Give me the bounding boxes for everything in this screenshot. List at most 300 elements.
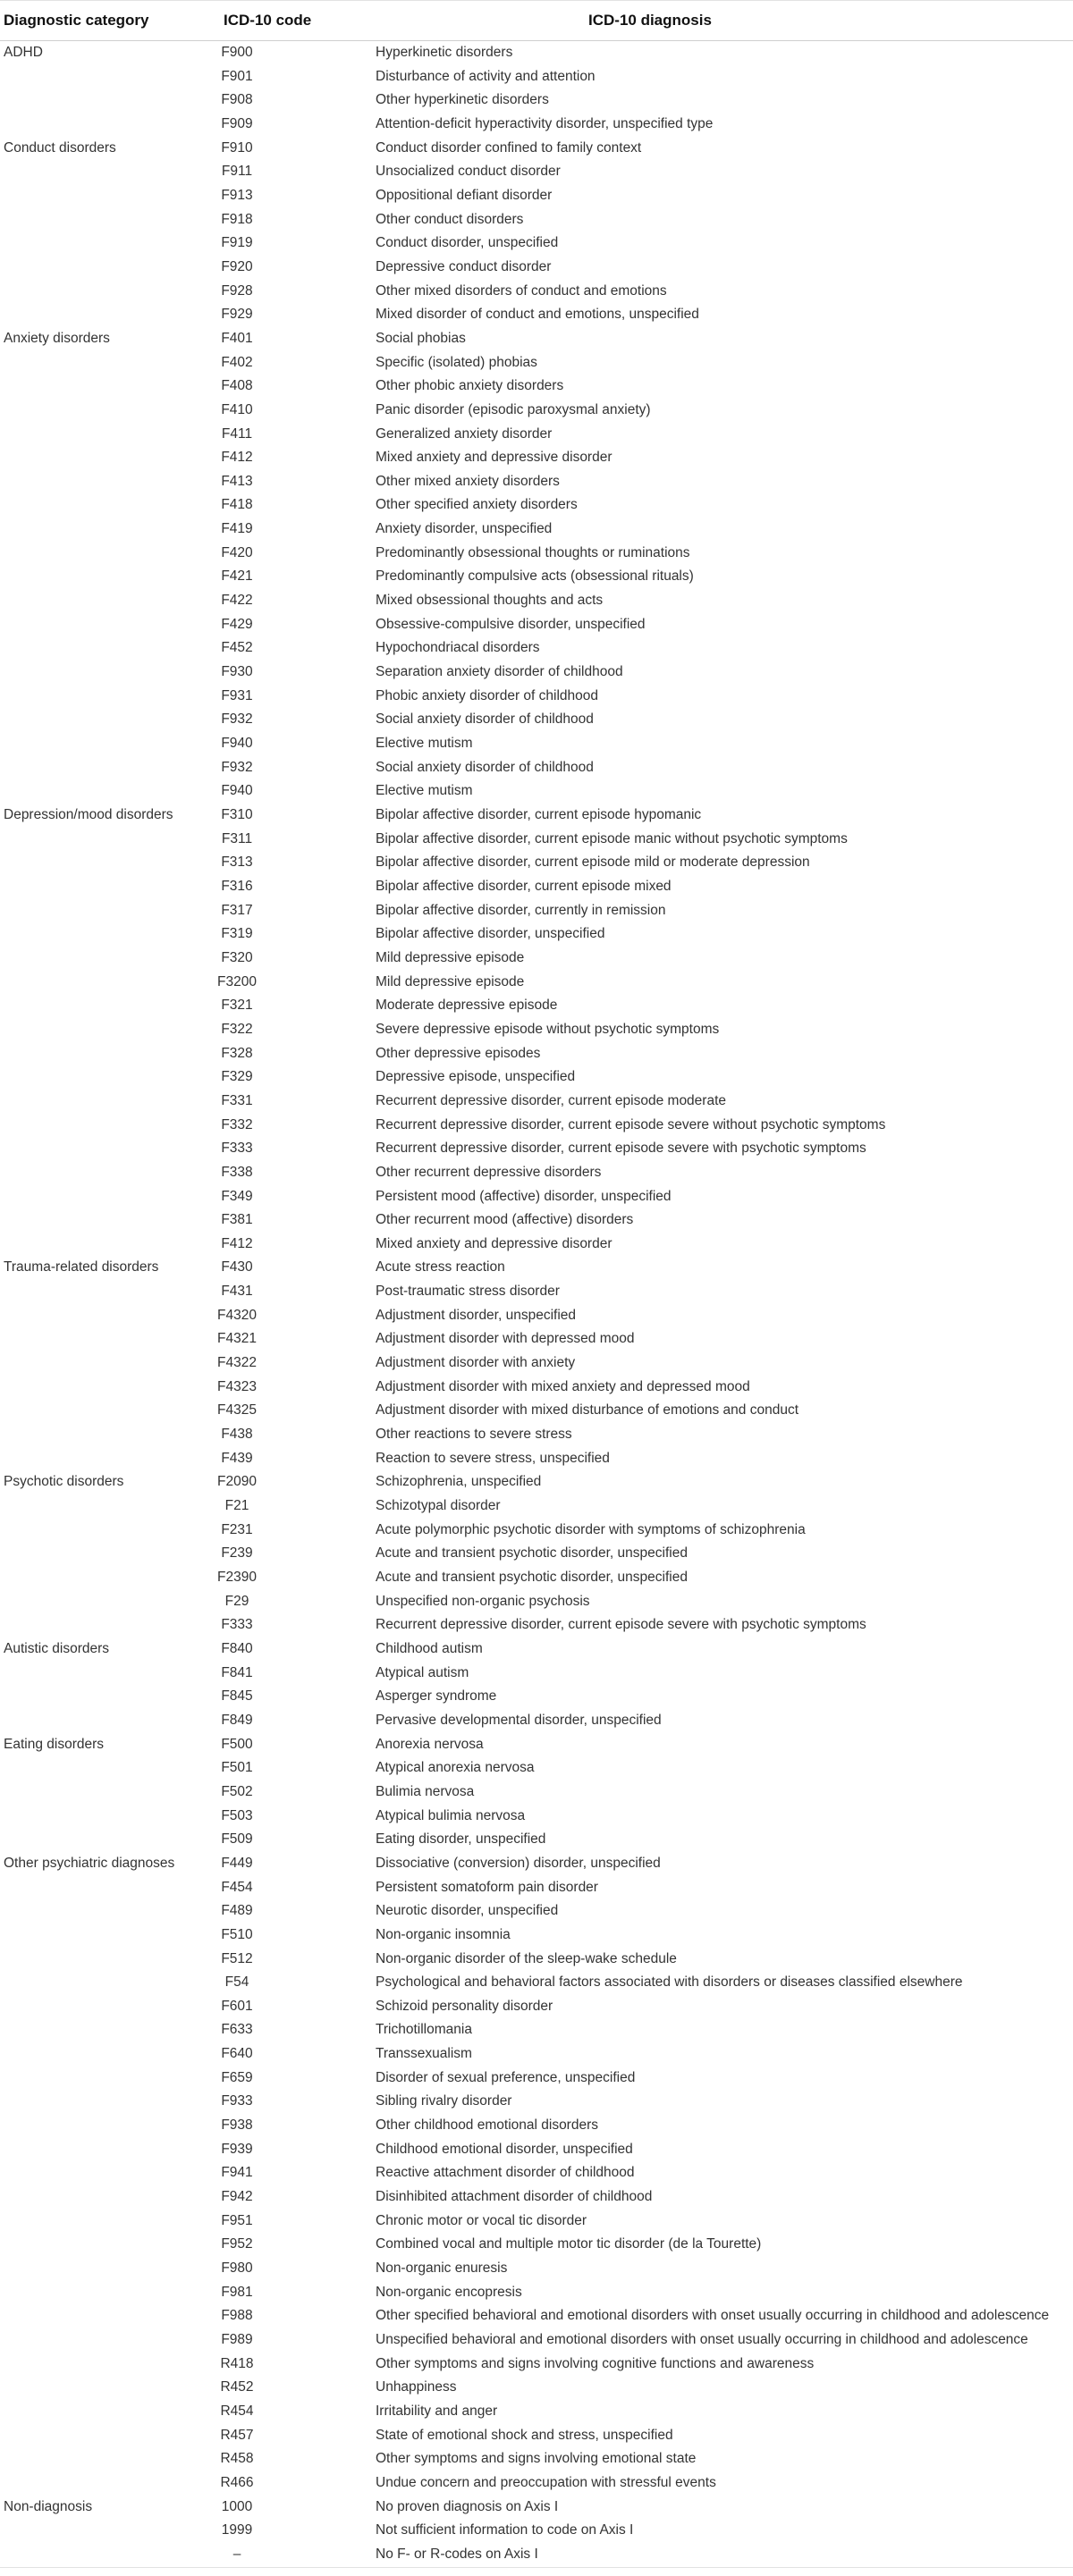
code-cell: F931 — [221, 687, 253, 703]
diagnosis-cell: Elective mutism — [376, 736, 473, 752]
diagnosis-cell: Post-traumatic stress disorder — [376, 1284, 560, 1300]
code-cell: F333 — [221, 1141, 253, 1157]
diagnosis-cell: Adjustment disorder with mixed disturbance of emotions and conduct — [376, 1402, 798, 1418]
table-row — [0, 899, 1073, 923]
code-cell: F317 — [221, 902, 253, 918]
table-row — [0, 1304, 1073, 1328]
code-cell: F840 — [221, 1640, 253, 1656]
table-row — [0, 327, 1073, 351]
table-row — [0, 947, 1073, 971]
code-cell: F951 — [221, 2212, 253, 2228]
code-cell: F454 — [221, 1879, 253, 1895]
table-row — [0, 2233, 1073, 2257]
code-cell: F429 — [221, 616, 253, 632]
diagnosis-cell: Atypical bulimia nervosa — [376, 1807, 526, 1823]
category-cell — [0, 303, 197, 327]
category-cell — [0, 2376, 197, 2400]
table-row — [0, 708, 1073, 732]
code-cell: F402 — [221, 354, 253, 370]
code-cell: F21 — [224, 1498, 249, 1514]
category-cell — [0, 1709, 197, 1733]
diagnosis-cell: Undue concern and preoccupation with stressful events — [376, 2474, 716, 2490]
category-cell — [0, 1114, 197, 1138]
table-row — [0, 2090, 1073, 2114]
category-cell: Psychotic disorders — [4, 1474, 124, 1490]
category-cell — [0, 1805, 197, 1829]
category-cell — [0, 375, 197, 399]
code-cell: F633 — [221, 2022, 253, 2038]
category-cell — [0, 2233, 197, 2257]
table-row — [0, 2210, 1073, 2234]
code-cell: F938 — [221, 2117, 253, 2134]
category-cell: Conduct disorders — [4, 139, 116, 156]
diagnosis-cell: Other symptoms and signs involving emotional state — [376, 2451, 697, 2467]
code-cell: F316 — [221, 878, 253, 894]
code-cell: 1999 — [221, 2522, 253, 2538]
table-row — [0, 1519, 1073, 1543]
table-row — [0, 208, 1073, 232]
diagnosis-cell: Other mixed anxiety disorders — [376, 473, 560, 489]
diagnosis-cell: Atypical anorexia nervosa — [376, 1760, 535, 1776]
table-row — [0, 1256, 1073, 1280]
diagnosis-cell: Other specified anxiety disorders — [376, 497, 578, 513]
diagnosis-cell: Non-organic enuresis — [376, 2260, 508, 2277]
table-row — [0, 2304, 1073, 2328]
code-cell: F901 — [221, 68, 253, 84]
code-cell: F328 — [221, 1045, 253, 1061]
category-cell — [0, 851, 197, 875]
table-row — [0, 493, 1073, 518]
code-cell: F4321 — [217, 1331, 257, 1347]
code-cell: F503 — [221, 1807, 253, 1823]
code-cell: F310 — [221, 807, 253, 822]
diagnosis-cell: Recurrent depressive disorder, current episode severe without psychotic symptoms — [376, 1116, 886, 1132]
code-cell: F333 — [221, 1617, 253, 1633]
code-cell: F941 — [221, 2165, 253, 2181]
code-cell: F920 — [221, 258, 253, 274]
table-row — [0, 2424, 1073, 2448]
table-row — [0, 1637, 1073, 1662]
diagnosis-cell: Mixed obsessional thoughts and acts — [376, 593, 604, 609]
code-cell: F231 — [221, 1521, 253, 1537]
category-cell — [0, 351, 197, 375]
diagnosis-cell: Disturbance of activity and attention — [376, 68, 596, 84]
category-cell — [0, 1137, 197, 1161]
diagnosis-cell: Adjustment disorder with anxiety — [376, 1355, 576, 1371]
table-row — [0, 2328, 1073, 2353]
category-cell — [0, 1399, 197, 1423]
table-row — [0, 41, 1073, 65]
code-cell: R457 — [220, 2427, 254, 2443]
code-cell: F910 — [221, 139, 253, 156]
diagnosis-cell: Reaction to severe stress, unspecified — [376, 1450, 610, 1466]
code-cell: F4323 — [217, 1378, 257, 1394]
code-cell: R418 — [220, 2355, 254, 2371]
table-row — [0, 2496, 1073, 2520]
table-row — [0, 613, 1073, 637]
category-cell — [0, 636, 197, 661]
code-cell: F381 — [221, 1212, 253, 1228]
table-row — [0, 875, 1073, 899]
category-cell — [0, 1542, 197, 1566]
code-cell: F509 — [221, 1831, 253, 1848]
table-row — [0, 1662, 1073, 1686]
category-cell — [0, 708, 197, 732]
code-cell: R454 — [220, 2403, 254, 2419]
diagnosis-cell: Childhood emotional disorder, unspecified — [376, 2141, 633, 2157]
code-cell: F3200 — [217, 973, 257, 989]
code-cell: F408 — [221, 378, 253, 394]
diagnosis-cell: Acute and transient psychotic disorder, unspecified — [376, 1545, 688, 1562]
category-cell: Non-diagnosis — [4, 2498, 93, 2514]
code-cell: F988 — [221, 2308, 253, 2324]
table-row — [0, 184, 1073, 208]
category-cell — [0, 160, 197, 184]
diagnosis-cell: Other phobic anxiety disorders — [376, 378, 564, 394]
table-row — [0, 1114, 1073, 1138]
table-row — [0, 280, 1073, 304]
table-row — [0, 1280, 1073, 1304]
table-row — [0, 1685, 1073, 1709]
category-cell — [0, 756, 197, 780]
code-cell: F419 — [221, 521, 253, 537]
code-cell: F932 — [221, 711, 253, 728]
code-cell: F29 — [224, 1593, 249, 1609]
category-cell — [0, 613, 197, 637]
table-row — [0, 2161, 1073, 2185]
diagnosis-cell: Oppositional defiant disorder — [376, 187, 553, 203]
code-cell: F413 — [221, 473, 253, 489]
diagnosis-cell: Schizophrenia, unspecified — [376, 1474, 542, 1490]
table-row — [0, 661, 1073, 685]
code-cell: F4325 — [217, 1402, 257, 1418]
category-cell — [0, 589, 197, 613]
code-cell: F640 — [221, 2046, 253, 2062]
column-header-diagnosis: ICD-10 diagnosis — [358, 1, 1073, 41]
diagnosis-cell: Disinhibited attachment disorder of childhood — [376, 2189, 653, 2205]
table-row — [0, 1566, 1073, 1590]
code-cell: F313 — [221, 854, 253, 871]
diagnosis-cell: Bipolar affective disorder, current episode manic without psychotic symptoms — [376, 830, 848, 846]
code-cell: F412 — [221, 450, 253, 466]
category-cell — [0, 2400, 197, 2424]
code-cell: F512 — [221, 1950, 253, 1966]
table-row — [0, 756, 1073, 780]
diagnosis-cell: Moderate depressive episode — [376, 998, 558, 1014]
diagnosis-cell: No proven diagnosis on Axis I — [376, 2498, 559, 2514]
table-row — [0, 1709, 1073, 1733]
table-row — [0, 779, 1073, 804]
table-row — [0, 922, 1073, 947]
table-row — [0, 1876, 1073, 1900]
code-cell: F980 — [221, 2260, 253, 2277]
table-row — [0, 542, 1073, 566]
code-cell: F321 — [221, 998, 253, 1014]
category-cell — [0, 1090, 197, 1114]
category-cell — [0, 1613, 197, 1637]
diagnosis-cell: Other reactions to severe stress — [376, 1427, 572, 1443]
category-cell — [0, 1519, 197, 1543]
diagnosis-cell: Hypochondriacal disorders — [376, 640, 540, 656]
table-row — [0, 1733, 1073, 1757]
diagnosis-cell: Attention-deficit hyperactivity disorder, unspecified type — [376, 115, 714, 131]
diagnosis-cell: Panic disorder (episodic paroxysmal anxiety) — [376, 401, 651, 417]
code-cell: F500 — [221, 1736, 253, 1752]
category-cell — [0, 994, 197, 1018]
table-row — [0, 2447, 1073, 2471]
code-cell: F932 — [221, 759, 253, 775]
diagnosis-cell: Mixed disorder of conduct and emotions, unspecified — [376, 307, 699, 323]
diagnosis-cell: Recurrent depressive disorder, current episode severe with psychotic symptoms — [376, 1141, 866, 1157]
diagnosis-cell: Anorexia nervosa — [376, 1736, 484, 1752]
code-cell: F659 — [221, 2069, 253, 2085]
diagnosis-cell: Other symptoms and signs involving cognitive functions and awareness — [376, 2355, 815, 2371]
table-row — [0, 2042, 1073, 2067]
category-cell — [0, 518, 197, 542]
category-cell: Depression/mood disorders — [4, 807, 173, 822]
diagnosis-cell: Hyperkinetic disorders — [376, 45, 513, 60]
category-cell — [0, 1828, 197, 1852]
diagnosis-cell: Non-organic encopresis — [376, 2284, 522, 2300]
code-cell: F322 — [221, 1021, 253, 1037]
table-row — [0, 828, 1073, 852]
category-cell — [0, 1065, 197, 1090]
category-cell — [0, 1423, 197, 1447]
table-row — [0, 256, 1073, 280]
category-cell — [0, 2424, 197, 2448]
diagnosis-cell: Adjustment disorder, unspecified — [376, 1307, 577, 1323]
table-row — [0, 2400, 1073, 2424]
code-cell: F942 — [221, 2189, 253, 2205]
diagnosis-cell: Recurrent depressive disorder, current episode severe with psychotic symptoms — [376, 1617, 866, 1633]
category-cell — [0, 2543, 197, 2567]
category-cell — [0, 493, 197, 518]
category-cell — [0, 2519, 197, 2543]
code-cell: F2390 — [217, 1570, 257, 1585]
table-row — [0, 470, 1073, 494]
category-cell — [0, 2328, 197, 2353]
diagnosis-cell: Atypical autism — [376, 1664, 469, 1680]
code-cell: F411 — [221, 425, 253, 442]
table-row — [0, 375, 1073, 399]
category-cell — [0, 1327, 197, 1351]
diagnosis-cell: Schizotypal disorder — [376, 1498, 501, 1514]
category-cell — [0, 88, 197, 113]
table-row — [0, 685, 1073, 709]
code-cell: F913 — [221, 187, 253, 203]
code-cell: F918 — [221, 211, 253, 227]
code-cell: F911 — [221, 164, 253, 180]
category-cell: Eating disorders — [4, 1736, 105, 1752]
diagnosis-cell: Neurotic disorder, unspecified — [376, 1903, 559, 1919]
code-cell: F908 — [221, 92, 253, 108]
diagnosis-cell: Not sufficient information to code on Axis I — [376, 2522, 634, 2538]
code-cell: F4322 — [217, 1355, 257, 1371]
code-cell: F501 — [221, 1760, 253, 1776]
code-cell: F418 — [221, 497, 253, 513]
diagnosis-cell: Trichotillomania — [376, 2022, 472, 2038]
diagnosis-cell: Other depressive episodes — [376, 1045, 541, 1061]
table-row — [0, 1161, 1073, 1185]
code-cell: F841 — [221, 1664, 253, 1680]
diagnosis-cell: Pervasive developmental disorder, unspecified — [376, 1712, 662, 1728]
category-cell — [0, 2090, 197, 2114]
code-cell: F930 — [221, 664, 253, 680]
code-cell: R466 — [220, 2474, 254, 2490]
code-cell: F940 — [221, 736, 253, 752]
diagnosis-cell: Other specified behavioral and emotional disorders with onset usually occurring in childhood and adolescence — [376, 2308, 1050, 2324]
table-row — [0, 1399, 1073, 1423]
header-row — [0, 1, 1073, 41]
category-cell — [0, 2161, 197, 2185]
code-cell: F989 — [221, 2332, 253, 2347]
table-row — [0, 804, 1073, 828]
category-cell: Other psychiatric diagnoses — [4, 1855, 175, 1871]
category-cell: Anxiety disorders — [4, 330, 110, 346]
diagnosis-cell: Generalized anxiety disorder — [376, 425, 553, 442]
code-cell: F929 — [221, 307, 253, 323]
category-cell — [0, 2210, 197, 2234]
table-row — [0, 1233, 1073, 1257]
code-cell: R458 — [220, 2451, 254, 2467]
code-cell: F849 — [221, 1712, 253, 1728]
table-row — [0, 2353, 1073, 2377]
diagnosis-cell: Mild depressive episode — [376, 949, 525, 965]
category-cell — [0, 542, 197, 566]
category-cell — [0, 661, 197, 685]
table-row — [0, 1995, 1073, 2019]
code-cell: F349 — [221, 1188, 253, 1204]
code-cell: F401 — [221, 330, 253, 346]
category-cell — [0, 2018, 197, 2042]
category-cell — [0, 1233, 197, 1257]
category-cell — [0, 1566, 197, 1590]
diagnosis-cell: Depressive conduct disorder — [376, 258, 552, 274]
code-cell: F320 — [221, 949, 253, 965]
diagnosis-cell: Recurrent depressive disorder, current episode moderate — [376, 1092, 727, 1108]
category-cell — [0, 1280, 197, 1304]
diagnosis-cell: Other conduct disorders — [376, 211, 524, 227]
column-header-category: Diagnostic category — [0, 1, 197, 41]
diagnosis-cell: Other mixed disorders of conduct and emotions — [376, 282, 667, 299]
category-cell — [0, 280, 197, 304]
category-cell — [0, 1924, 197, 1948]
diagnosis-cell: Predominantly compulsive acts (obsessional rituals) — [376, 568, 694, 585]
table-row — [0, 2543, 1073, 2567]
code-cell: F311 — [221, 830, 253, 846]
table-row — [0, 1042, 1073, 1066]
diagnosis-cell: Asperger syndrome — [376, 1688, 497, 1705]
diagnosis-cell: Conduct disorder confined to family context — [376, 139, 642, 156]
code-cell: F601 — [221, 1998, 253, 2014]
category-cell — [0, 2447, 197, 2471]
code-cell: F431 — [221, 1284, 253, 1300]
code-cell: – — [197, 2543, 358, 2567]
category-cell — [0, 423, 197, 447]
diagnosis-cell: Eating disorder, unspecified — [376, 1831, 546, 1848]
category-cell — [0, 446, 197, 470]
table-row — [0, 1327, 1073, 1351]
table-row — [0, 1828, 1073, 1852]
category-cell — [0, 1376, 197, 1400]
category-cell — [0, 2067, 197, 2091]
category-cell — [0, 1494, 197, 1519]
table-row — [0, 2376, 1073, 2400]
table-row — [0, 1756, 1073, 1780]
code-cell: F331 — [221, 1092, 253, 1108]
table-row — [0, 1423, 1073, 1447]
category-cell — [0, 1042, 197, 1066]
code-cell: 1000 — [221, 2498, 253, 2514]
code-cell: F489 — [221, 1903, 253, 1919]
diagnosis-cell: State of emotional shock and stress, unspecified — [376, 2427, 673, 2443]
diagnosis-cell: Unspecified behavioral and emotional disorders with onset usually occurring in childhood and adolescence — [376, 2332, 1028, 2347]
table-row — [0, 1780, 1073, 1805]
diagnosis-cell: Predominantly obsessional thoughts or ruminations — [376, 544, 690, 560]
table-body — [0, 41, 1073, 2568]
code-cell: F412 — [221, 1235, 253, 1251]
table-row — [0, 88, 1073, 113]
code-cell: F338 — [221, 1164, 253, 1180]
table-row — [0, 2067, 1073, 2091]
code-cell: F909 — [221, 115, 253, 131]
table-row — [0, 1208, 1073, 1233]
diagnosis-cell: Acute stress reaction — [376, 1259, 505, 1275]
code-cell: F939 — [221, 2141, 253, 2157]
diagnosis-cell: Separation anxiety disorder of childhood — [376, 664, 623, 680]
table-row — [0, 2257, 1073, 2281]
table-row — [0, 1805, 1073, 1829]
table-row — [0, 1447, 1073, 1471]
category-cell — [0, 899, 197, 923]
category-cell — [0, 947, 197, 971]
table-row — [0, 1852, 1073, 1876]
diagnosis-cell: No F- or R-codes on Axis I — [358, 2543, 1073, 2567]
category-cell — [0, 1304, 197, 1328]
code-cell: F54 — [224, 1974, 249, 1991]
table-row — [0, 1351, 1073, 1376]
code-cell: F319 — [221, 926, 253, 942]
category-cell — [0, 256, 197, 280]
table-row — [0, 232, 1073, 256]
code-cell: F919 — [221, 235, 253, 251]
category-cell — [0, 685, 197, 709]
diagnosis-cell: Other hyperkinetic disorders — [376, 92, 549, 108]
diagnosis-cell: Bipolar affective disorder, current episode mixed — [376, 878, 672, 894]
category-cell — [0, 2042, 197, 2067]
diagnosis-cell: Mixed anxiety and depressive disorder — [376, 450, 613, 466]
category-cell: Autistic disorders — [4, 1640, 110, 1656]
diagnosis-cell: Disorder of sexual preference, unspecified — [376, 2069, 636, 2085]
table-row — [0, 2185, 1073, 2210]
diagnosis-cell: Social anxiety disorder of childhood — [376, 711, 594, 728]
code-cell: F420 — [221, 544, 253, 560]
table-row — [0, 1542, 1073, 1566]
table-row — [0, 1948, 1073, 1972]
diagnosis-cell: Other recurrent depressive disorders — [376, 1164, 602, 1180]
table-row — [0, 1185, 1073, 1209]
code-cell: F928 — [221, 282, 253, 299]
diagnosis-cell: Psychological and behavioral factors associated with disorders or diseases classified elsewhere — [376, 1974, 963, 1991]
table-row — [0, 303, 1073, 327]
code-cell: F502 — [221, 1783, 253, 1799]
category-cell — [0, 399, 197, 423]
code-cell: F329 — [221, 1069, 253, 1085]
category-cell — [0, 2257, 197, 2281]
table-row — [0, 2281, 1073, 2305]
table-row — [0, 2519, 1073, 2543]
diagnosis-cell: Combined vocal and multiple motor tic disorder (de la Tourette) — [376, 2236, 762, 2252]
